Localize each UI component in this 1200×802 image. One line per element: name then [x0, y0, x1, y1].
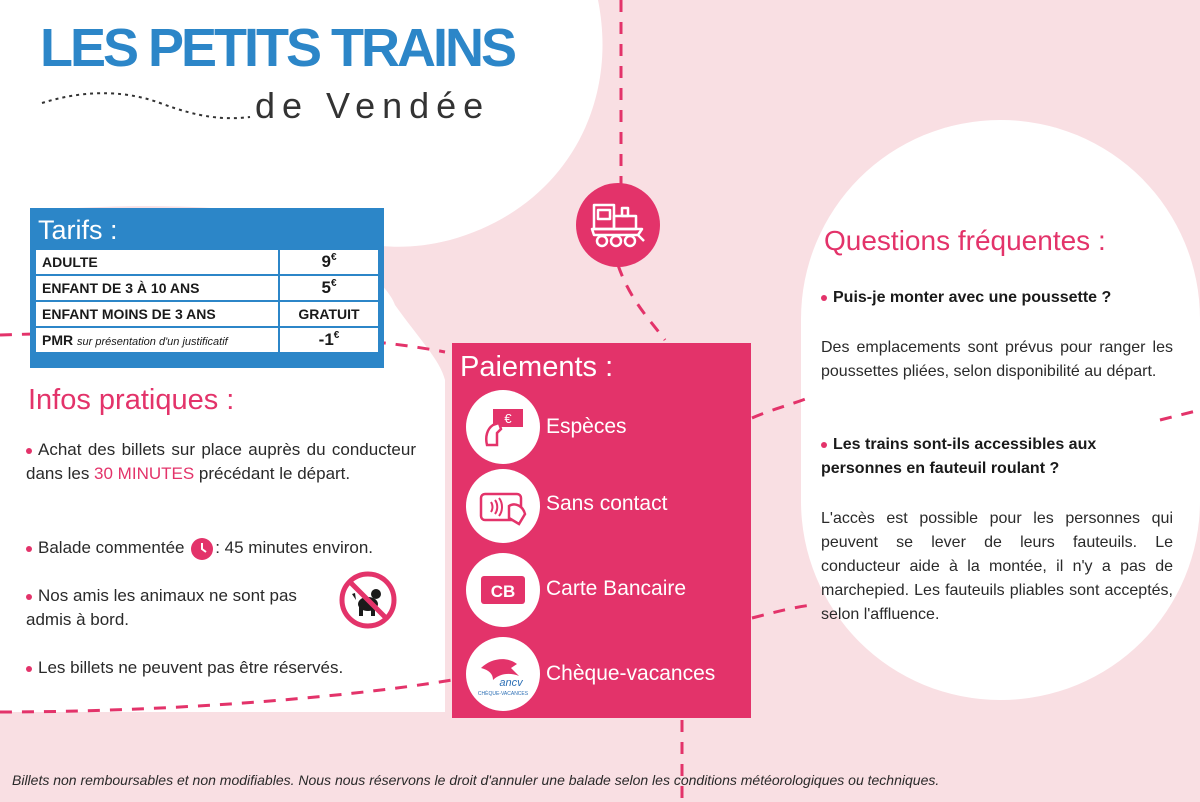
train-icon [576, 183, 660, 267]
payment-label: Chèque-vacances [546, 662, 716, 685]
euro-symbol: € [504, 411, 512, 426]
cash-hand-icon [466, 390, 540, 464]
paiements-heading: Paiements : [460, 351, 614, 383]
info-item-reservation: Les billets ne peuvent pas être réservés. [26, 656, 416, 680]
table-row [35, 301, 379, 327]
cb-text: CB [490, 582, 516, 601]
tarif-label: ENFANT MOINS DE 3 ANS [35, 301, 279, 327]
contactless-icon [466, 469, 540, 543]
infos-heading: Infos pratiques : [28, 384, 235, 416]
cb-card-icon [466, 553, 540, 627]
faq-answer: Des emplacements sont prévus pour ranger les poussettes pliées, selon disponibilité au départ. [821, 339, 1173, 380]
clock-icon [191, 538, 213, 560]
info-item-tickets: Achat des billets sur place auprès du conducteur dans les 30 MINUTES précédant le départ. [26, 440, 416, 483]
tarif-value: -1€ [279, 327, 379, 353]
tarif-label: ENFANT DE 3 À 10 ANS [35, 275, 279, 301]
payment-label: Sans contact [546, 492, 668, 515]
ancv-text: ancv [499, 677, 523, 689]
page-title: LES PETITS TRAINS [40, 18, 515, 78]
tarifs-table [34, 248, 380, 354]
table-row [35, 275, 379, 301]
paiements-box [452, 343, 751, 718]
faq-question: Les trains sont-ils accessibles aux personnes en fauteuil roulant ? [821, 436, 1097, 477]
tarif-value: 9€ [279, 249, 379, 275]
payment-label: Carte Bancaire [546, 577, 687, 600]
ancv-logo-icon [466, 637, 540, 711]
tarif-label: ADULTE [35, 249, 279, 275]
info-item-animals: Nos amis les animaux ne sont pas admis à bord. [26, 586, 297, 629]
faq-answer: L'accès est possible pour les personnes qui peuvent se lever de leurs fauteuils. Le conducteur aide à la montée, il n'y a pas de marchepied. Les fauteuils pliables sont acceptés, selon l'affluence. [821, 510, 1173, 623]
bullet-icon [26, 448, 32, 454]
table-row [35, 249, 379, 275]
payment-label: Espèces [546, 415, 627, 438]
tarif-value: 5€ [279, 275, 379, 301]
faq-question: Puis-je monter avec une poussette ? [821, 286, 1173, 310]
bullet-icon [821, 442, 827, 448]
tarifs-box [30, 208, 384, 368]
bullet-icon [26, 546, 32, 552]
info-item-duration: Balade commentée : 45 minutes environ. [26, 536, 416, 560]
tarifs-heading: Tarifs : [38, 215, 118, 245]
tarif-label: PMR sur présentation d'un justificatif [35, 327, 279, 353]
ancv-sub-text: CHÈQUE-VACANCES [477, 691, 529, 697]
faq-heading: Questions fréquentes : [824, 225, 1106, 256]
table-row [35, 327, 379, 353]
highlight-text: 30 MINUTES [94, 464, 195, 483]
footer-disclaimer: Billets non remboursables et non modifiables. Nous nous réservons le droit d'annuler une balade selon les conditions météorologiques ou techniques. [12, 772, 940, 788]
page-subtitle: de Vendée [255, 85, 491, 126]
bullet-icon [26, 594, 32, 600]
tarif-value: GRATUIT [279, 301, 379, 327]
no-dogs-icon [338, 570, 398, 630]
bullet-icon [821, 295, 827, 301]
bullet-icon [26, 666, 32, 672]
